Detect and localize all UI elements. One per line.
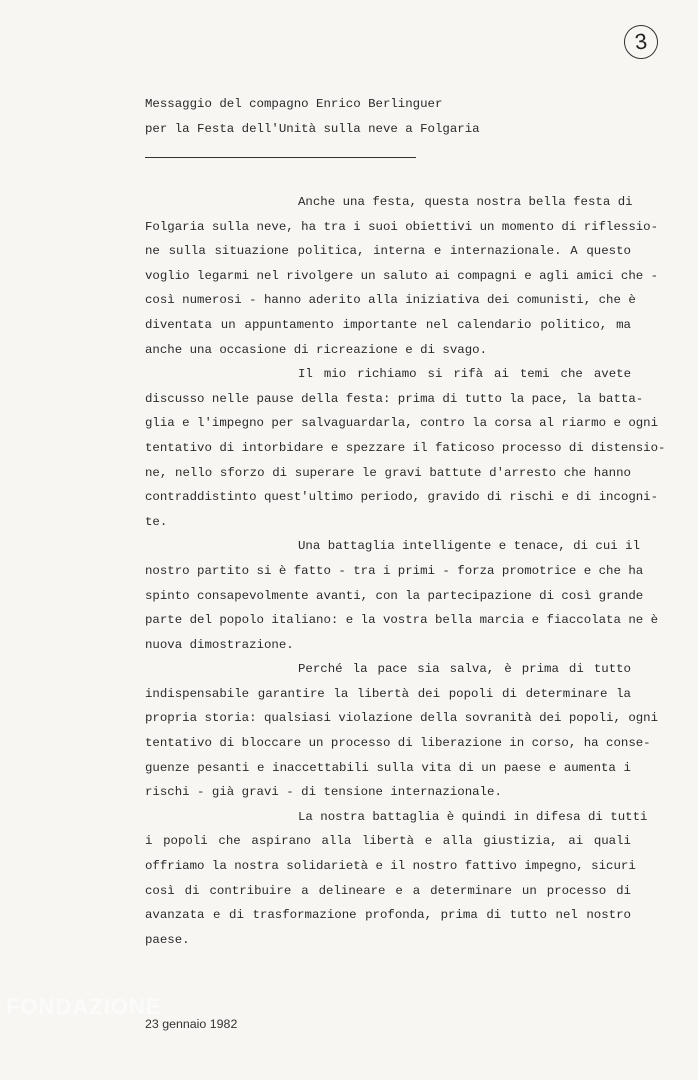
paragraph [145,657,659,805]
text-line: spinto consapevolmente avanti, con la partecipazione di così grande [145,588,644,603]
text-line: paese. [145,932,190,947]
text-line: tentativo di bloccare un processo di liberazione in corso, ha conse- [145,736,651,751]
paragraph [145,805,648,953]
text-line: discusso nelle pause della festa: prima di tutto la pace, la batta- [145,391,644,406]
text-line: La nostra battaglia è quindi in difesa di tutti [298,809,648,824]
text-line: ne sulla situazione politica, interna e internazionale. A questo [145,244,631,259]
text-line: parte del popolo italiano: e la vostra bella marcia e fiaccolata ne è [145,613,659,628]
text-line: ne, nello sforzo di superare le gravi battute d'arresto che hanno [145,465,631,480]
text-line: Anche una festa, questa nostra bella festa di [298,195,633,209]
document-date: 23 gennaio 1982 [145,1017,238,1031]
text-line: nostro partito si è fatto - tra i primi - forza promotrice e che ha [145,563,644,578]
paragraph [145,362,666,534]
text-line: i popoli che aspirano alla libertà e alla giustizia, ai quali [145,834,631,849]
page-number-stamp: 3 [622,23,659,60]
text-line: Folgaria sulla neve, ha tra i suoi obiettivi un momento di riflessio- [145,219,659,234]
archive-watermark: FONDAZIONE [6,994,162,1019]
text-line: rischi - già gravi - di tensione internazionale. [145,785,502,800]
letter-body [145,190,666,952]
text-line: nuova dimostrazione. [145,637,294,652]
text-line: propria storia: qualsiasi violazione della sovranità dei popoli, ogni [145,711,659,726]
text-line: guenze pesanti e inaccettabili sulla vita di un paese e aumenta i [145,760,631,775]
text-line: così di contribuire a delineare e a determinare un processo di [145,883,631,898]
text-line: contraddistinto quest'ultimo periodo, gravido di rischi e di incogni- [145,490,659,505]
text-line: offriamo la nostra solidarietà e il nostro fattivo impegno, sicuri [145,859,636,874]
paragraph [145,190,659,362]
paragraph [145,534,659,657]
text-line: tentativo di intorbidare e spezzare il faticoso processo di distensio- [145,440,666,455]
title-underline [145,157,416,158]
title-line-2: per la Festa dell'Unità sulla neve a Folgaria [145,122,480,136]
document-title [145,92,480,142]
text-line: Perché la pace sia salva, è prima di tutto [298,662,631,677]
text-line: anche una occasione di ricreazione e di svago. [145,342,488,357]
text-line: avanzata e di trasformazione profonda, prima di tutto nel nostro [145,908,631,923]
text-line: Una battaglia intelligente e tenace, di cui il [298,539,641,554]
title-line-1: Messaggio del compagno Enrico Berlinguer [145,97,443,111]
text-line: voglio legarmi nel rivolgere un saluto ai compagni e agli amici che - [145,268,659,283]
text-line: glia e l'impegno per salvaguardarla, contro la corsa al riarmo e ogni [145,416,659,431]
text-line: te. [145,514,168,529]
text-line: indispensabile garantire la libertà dei popoli di determinare la [145,686,631,701]
text-line: così numerosi - hanno aderito alla iniziativa dei comunisti, che è [145,293,636,308]
text-line: diventata un appuntamento importante nel calendario politico, ma [145,317,631,332]
text-line: Il mio richiamo si rifà ai temi che avete [298,367,631,382]
